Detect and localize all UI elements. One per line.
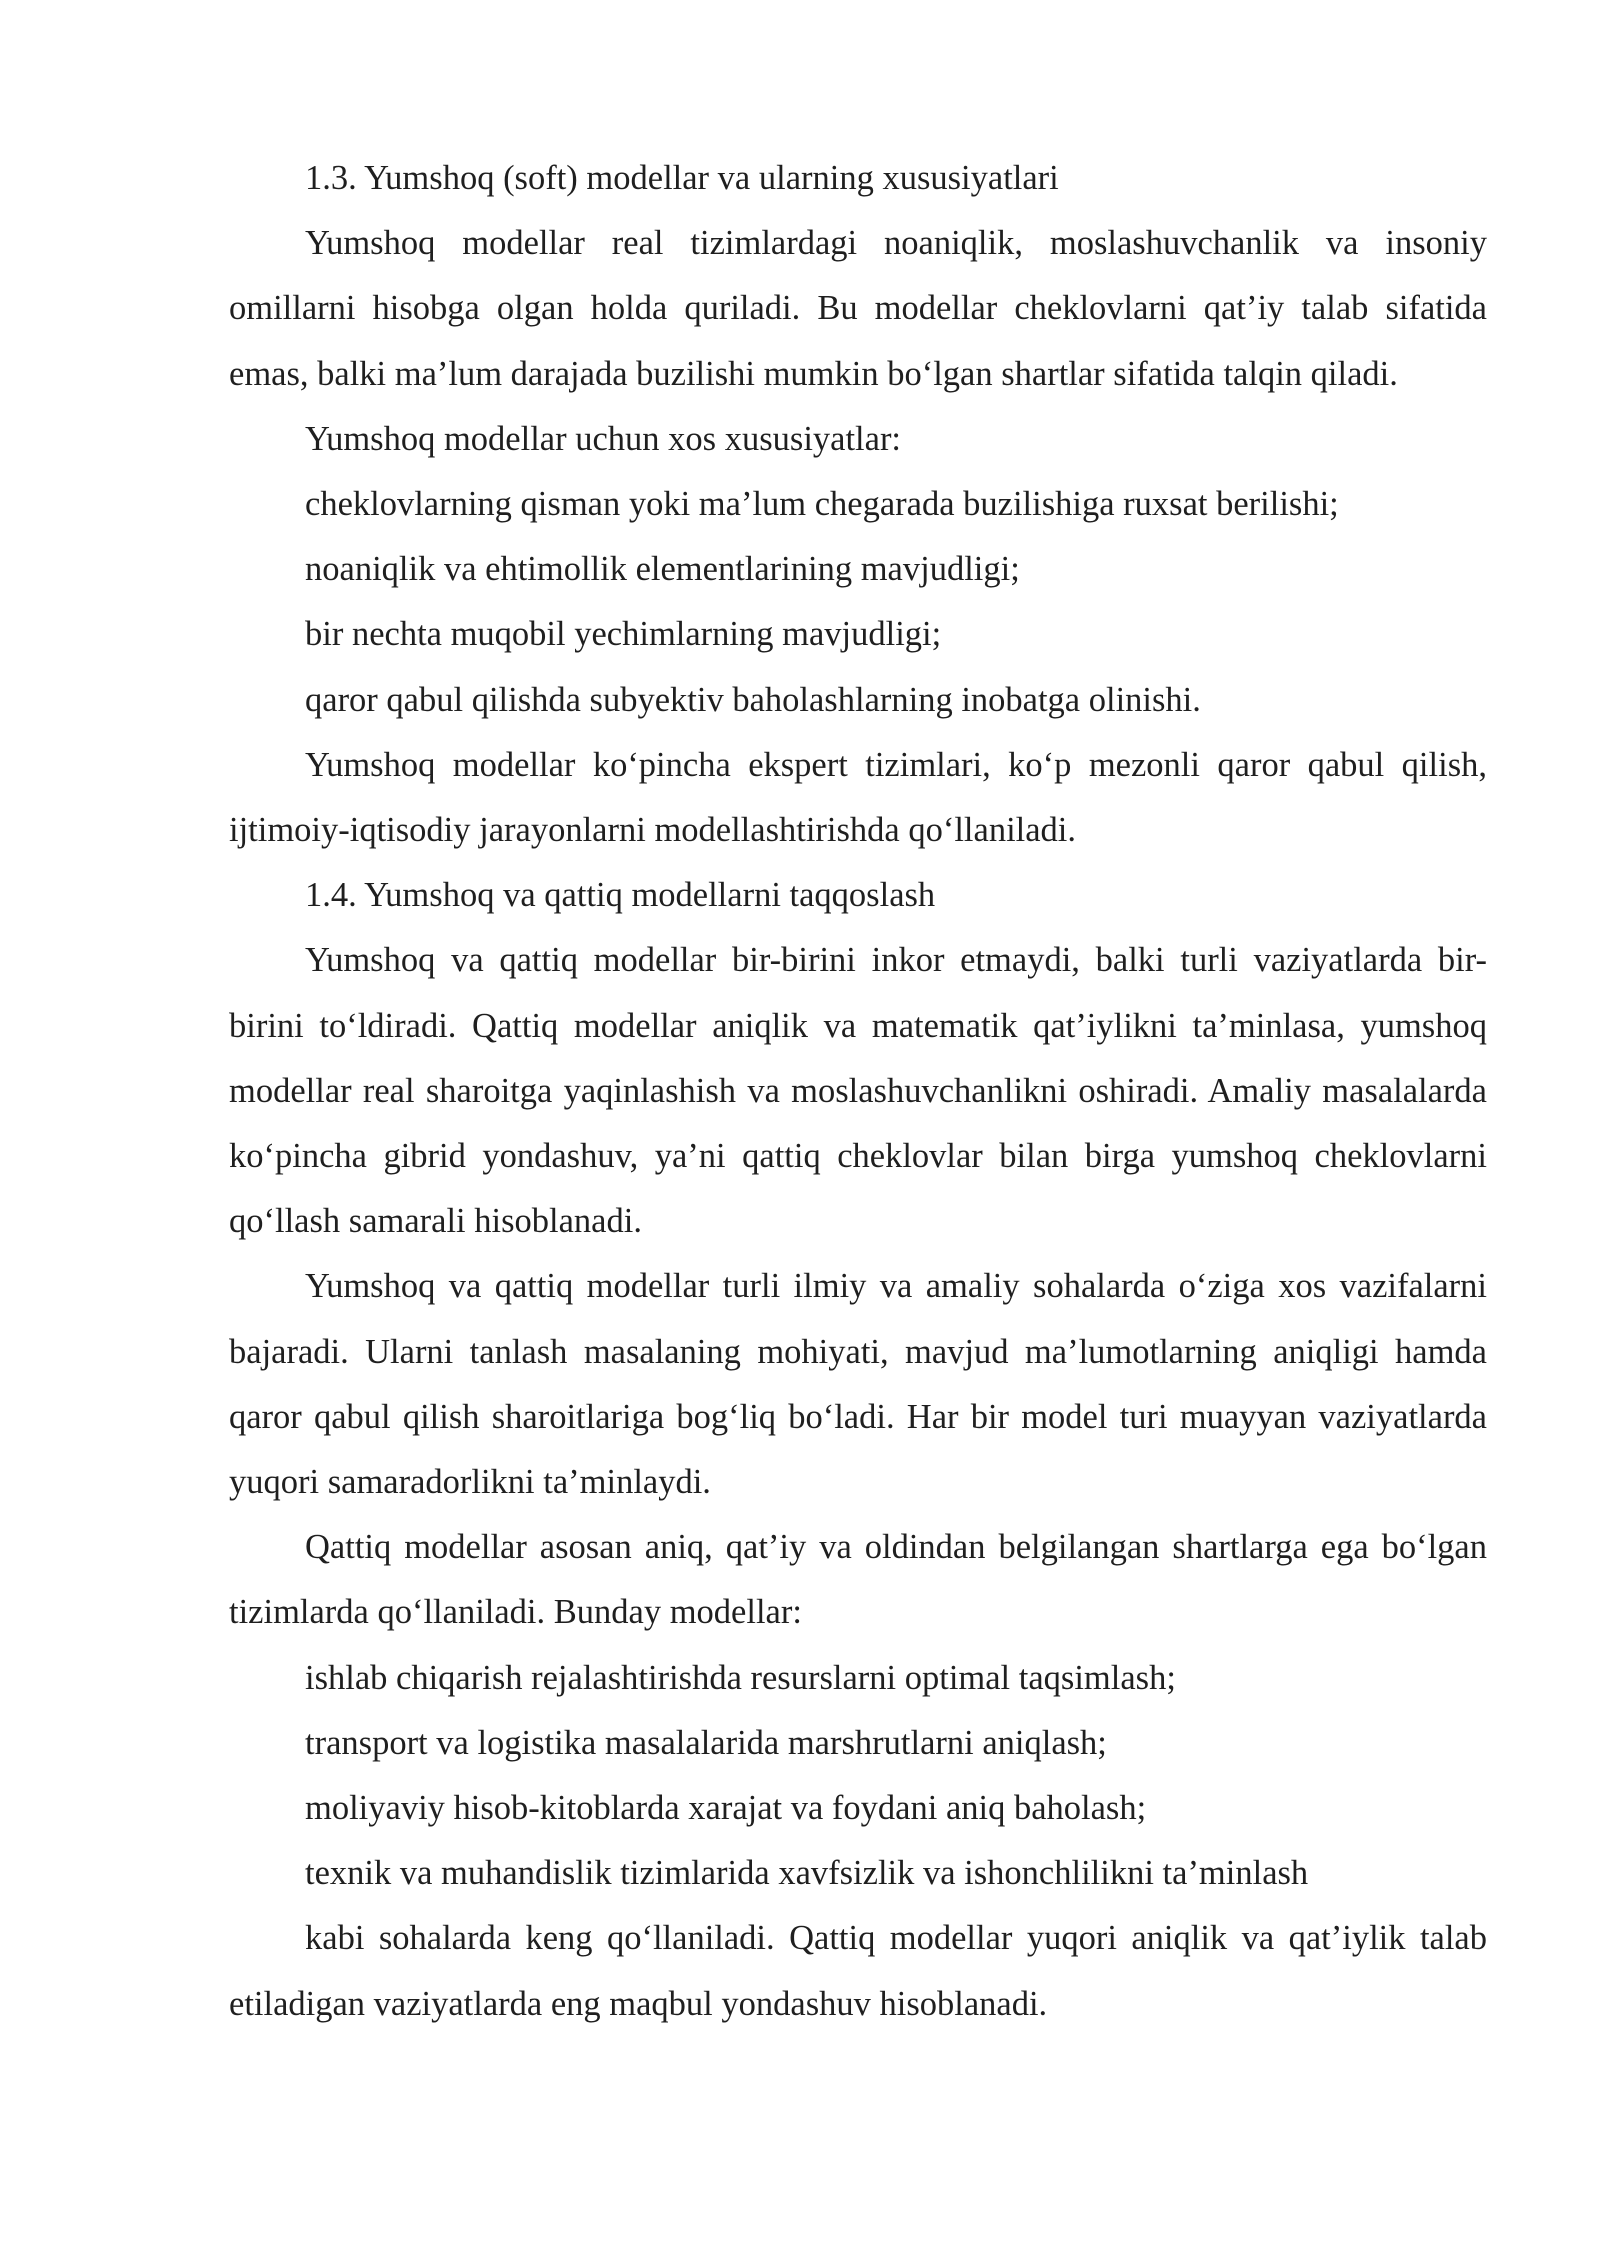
- paragraph-compare-2: Yumshoq va qattiq modellar turli ilmiy va amaliy sohalarda o‘ziga xos vazifalarni bajaradi. Ularni tanlash masalaning mohiyati, mavjud ma’lumotlarning aniqligi hamda qaror qabul qilish sharoitlariga bog‘liq bo‘ladi. Har bir model turi muayyan vaziyatlarda yuqori samaradorlikni ta’minlaydi.: [229, 1267, 1487, 1502]
- hard-application-item: transport va logistika masalalarida marshrutlarni aniqlash;: [305, 1723, 1107, 1762]
- paragraph-soft-intro: Yumshoq modellar real tizimlardagi noaniqlik, moslashuvchanlik va insoniy omillarni hisobga olgan holda quriladi. Bu modellar cheklovlarni qat’iy talab sifatida emas, balki ma’lum darajada buzilishi mumkin bo‘lgan shartlar sifatida talqin qiladi.: [229, 224, 1487, 393]
- soft-feature-item: noaniqlik va ehtimollik elementlarining mavjudligi;: [305, 550, 1020, 589]
- paragraph-hard-conclusion: kabi sohalarda keng qo‘llaniladi. Qattiq modellar yuqori aniqlik va qat’iylik talab etiladigan vaziyatlarda eng maqbul yondashuv hisoblanadi.: [229, 1919, 1487, 2023]
- hard-application-item: ishlab chiqarish rejalashtirishda resurslarni optimal taqsimlash;: [305, 1658, 1176, 1697]
- paragraph-soft-usage: Yumshoq modellar ko‘pincha ekspert tizimlari, ko‘p mezonli qaror qabul qilish, ijtimoiy-iqtisodiy jarayonlarni modellashtirishda qo‘llaniladi.: [229, 745, 1487, 850]
- soft-feature-item: qaror qabul qilishda subyektiv baholashlarning inobatga olinishi.: [305, 680, 1201, 719]
- soft-feature-item: bir nechta muqobil yechimlarning mavjudligi;: [305, 615, 942, 654]
- soft-feature-item: cheklovlarning qisman yoki ma’lum chegarada buzilishiga ruxsat berilishi;: [305, 485, 1339, 524]
- section-heading-1-4: 1.4. Yumshoq va qattiq modellarni taqqoslash: [305, 876, 936, 915]
- document-page: [229, 146, 1487, 2037]
- soft-features-lead: Yumshoq modellar uchun xos xususiyatlar:: [305, 419, 902, 458]
- hard-application-item: moliyaviy hisob-kitoblarda xarajat va foydani aniq baholash;: [305, 1789, 1147, 1828]
- paragraph-hard-intro: Qattiq modellar asosan aniq, qat’iy va oldindan belgilangan shartlarga ega bo‘lgan tizimlarda qo‘llaniladi. Bunday modellar:: [229, 1528, 1487, 1632]
- hard-application-item: texnik va muhandislik tizimlarida xavfsizlik va ishonchlilikni ta’minlash: [305, 1854, 1309, 1893]
- paragraph-compare-1: Yumshoq va qattiq modellar bir-birini inkor etmaydi, balki turli vaziyatlarda bir-birini to‘ldiradi. Qattiq modellar aniqlik va matematik qat’iylikni ta’minlasa, yumshoq modellar real sharoitga yaqinlashish va moslashuvchanlikni oshiradi. Amaliy masalalarda ko‘pincha gibrid yondashuv, ya’ni qattiq cheklovlar bilan birga yumshoq cheklovlarni qo‘llash samarali hisoblanadi.: [229, 941, 1487, 1241]
- section-heading-1-3: 1.3. Yumshoq (soft) modellar va ularning xususiyatlari: [305, 159, 1059, 197]
